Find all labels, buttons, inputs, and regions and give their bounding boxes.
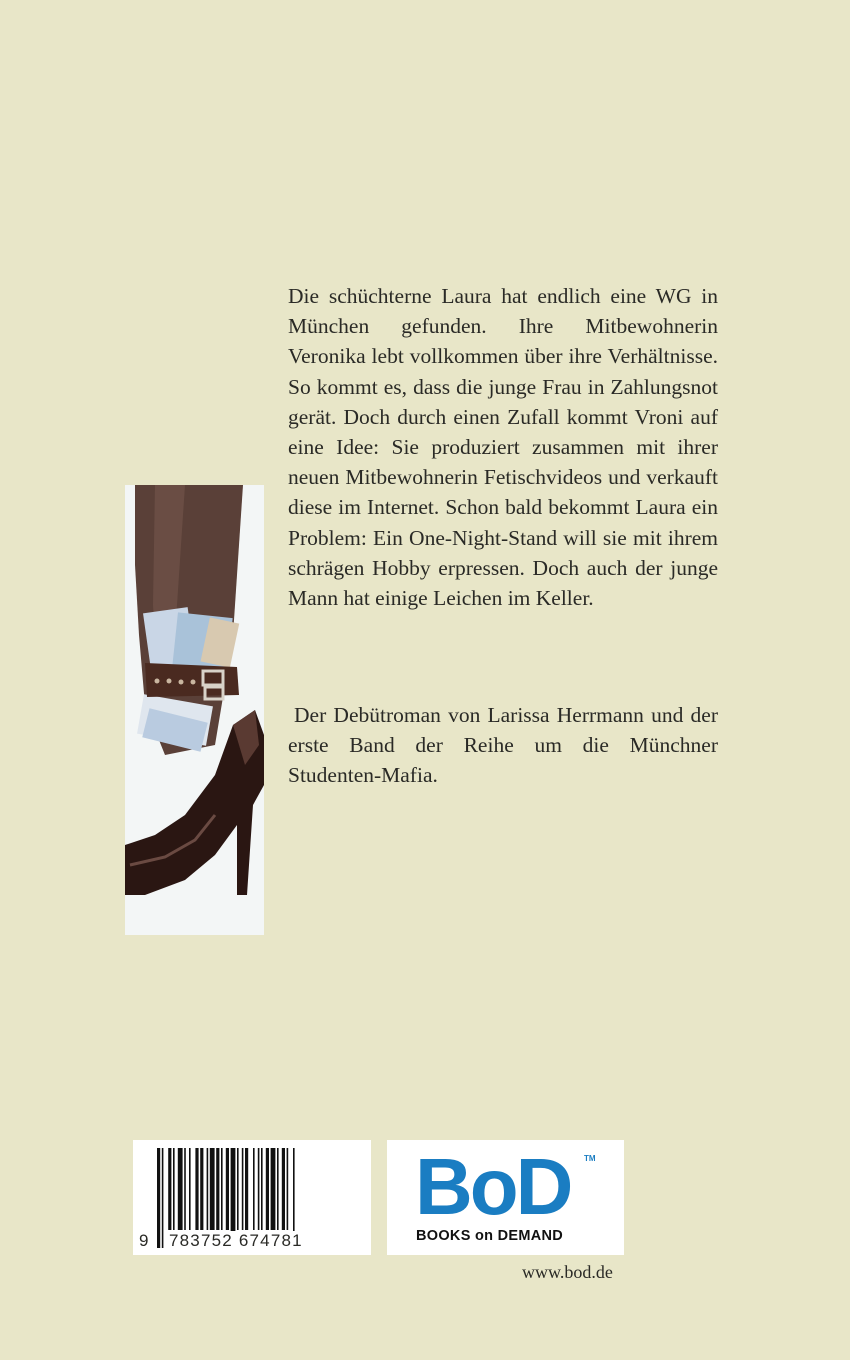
publisher-logo-box [387, 1140, 624, 1255]
isbn-number [133, 1231, 371, 1251]
author-note-paragraph: Der Debütroman von Larissa Herrmann und der erste Band der Reihe um die Münchner Studenten-Mafia. [288, 703, 718, 788]
cover-photo-ankle-with-money [125, 485, 264, 935]
bod-logo: BoD [415, 1142, 571, 1231]
isbn-first-digit: 9 [139, 1231, 150, 1250]
trademark-mark: TM [584, 1154, 596, 1163]
blurb-paragraph: Die schüchterne Laura hat endlich eine WG in München gefunden. Ihre Mitbewohnerin Veronika lebt vollkommen über ihre Verhältnisse. So kommt es, dass die junge Frau in Zahlungsnot gerät. Doch durch einen Zufall kommt Vroni auf eine Idee: Sie produziert zusammen mit ihrer neuen Mitbewohnerin Fetischvideos und verkauft diese im Internet. Schon bald bekommt Laura ein Problem: Ein One-Night-Stand will sie mit ihrem schrägen Hobby erpressen. Doch auch der junge Mann hat einige Leichen im Keller. [288, 284, 718, 611]
publisher-tagline: BOOKS on DEMAND [416, 1228, 564, 1244]
isbn-barcode [133, 1140, 371, 1255]
publisher-url[interactable]: www.bod.de [522, 1262, 613, 1282]
isbn-digits: 783752 674781 [169, 1231, 303, 1250]
